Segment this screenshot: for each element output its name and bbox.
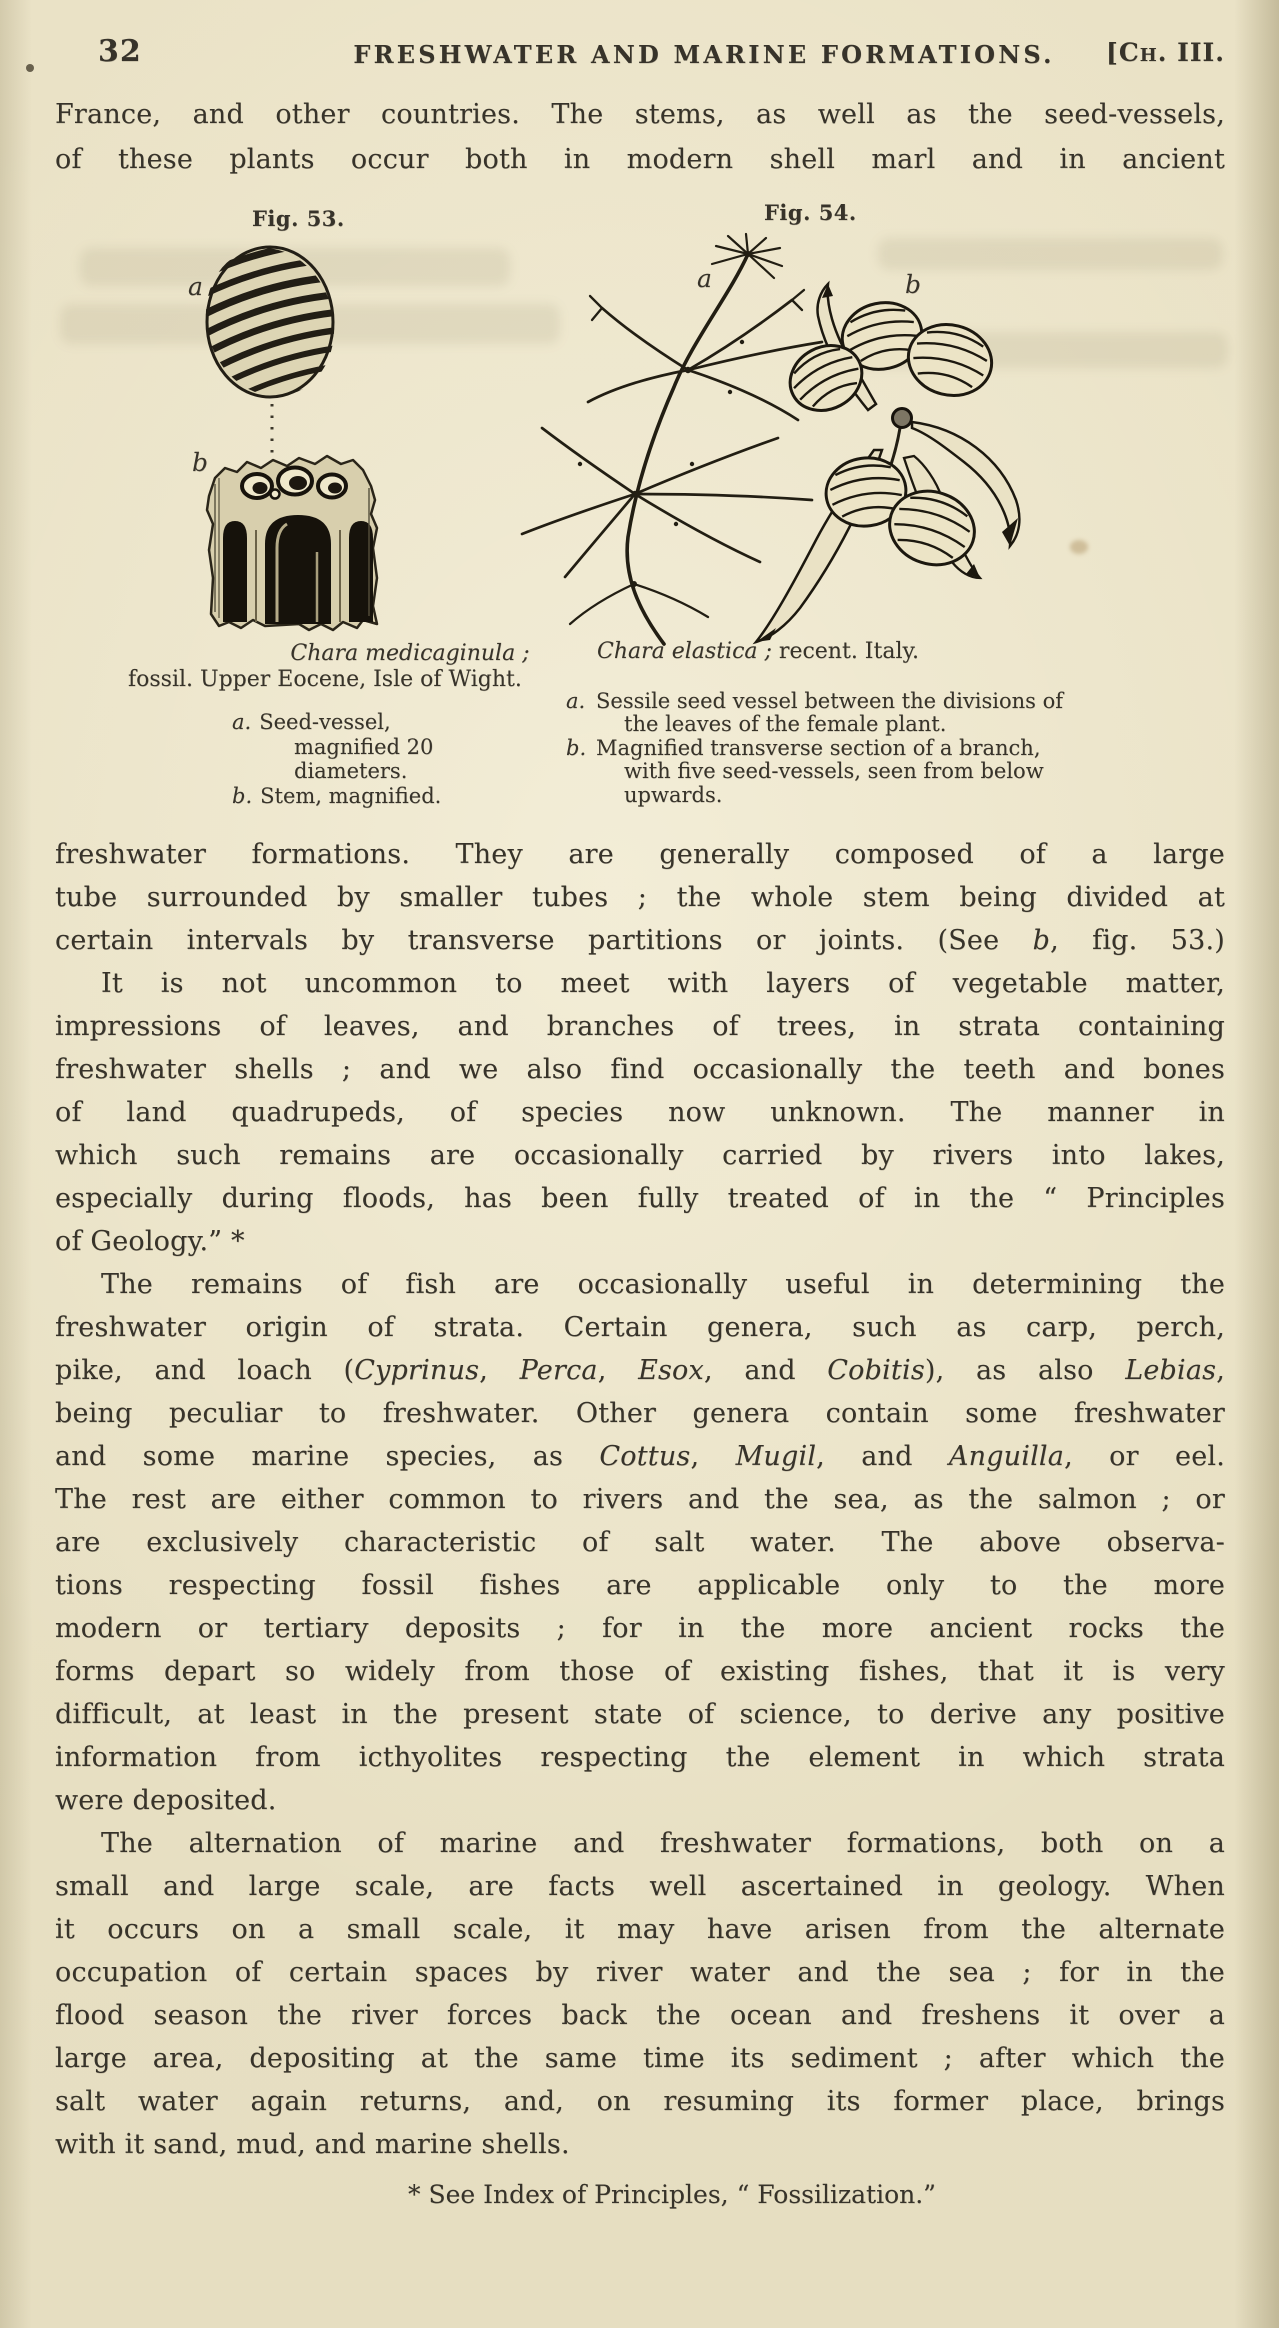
text-line: especially during floods, has been fully treated of in the “ Principles <box>55 1183 1225 1214</box>
text-line: It is not uncommon to meet with layers of vegetable matter, <box>101 968 1225 999</box>
caption-line: a. Seed-vessel, <box>232 710 391 734</box>
page-number: 32 <box>98 34 142 69</box>
fig54-illustration <box>430 232 1030 652</box>
caption-line: magnified 20 <box>294 734 434 759</box>
ink-speck <box>26 64 34 72</box>
caption-line: diameters. <box>294 759 408 783</box>
caption-line: with five seed-vessels, seen from below <box>624 759 1044 784</box>
fig53-caption-subtitle: fossil. Upper Eocene, Isle of Wight. <box>128 667 522 692</box>
text-line: of land quadrupeds, of species now unknown. The manner in <box>55 1097 1225 1128</box>
text-line: certain intervals by transverse partitions or joints. (See b, fig. 53.) <box>55 925 1225 956</box>
fig53-caption-items <box>232 710 441 808</box>
text-line: large area, depositing at the same time its sediment ; after which the <box>55 2043 1225 2074</box>
text-line: tions respecting fossil fishes are applicable only to the more <box>55 1570 1225 1601</box>
text-line: salt water again returns, and, on resuming its former place, brings <box>55 2086 1225 2117</box>
fig54-label: Fig. 54. <box>764 200 857 225</box>
text-line: modern or tertiary deposits ; for in the more ancient rocks the <box>55 1613 1225 1644</box>
caption-line: the leaves of the female plant. <box>624 712 947 737</box>
text-line: The rest are either common to rivers and the sea, as the salmon ; or <box>55 1484 1225 1515</box>
text-line: being peculiar to freshwater. Other genera contain some freshwater <box>55 1398 1225 1429</box>
fig53-illustration <box>165 238 435 638</box>
caption-line: b. Magnified transverse section of a branch, <box>566 735 1041 760</box>
footnote: * See Index of Principles, “ Fossilization.” <box>408 2180 936 2209</box>
text-line: forms depart so widely from those of existing fishes, that it is very <box>55 1656 1225 1687</box>
fig54-caption-items <box>566 690 1166 807</box>
text-line: The remains of fish are occasionally useful in determining the <box>101 1269 1225 1300</box>
fig54-marker-a: a <box>697 264 712 293</box>
text-line: freshwater formations. They are generally composed of a large <box>55 839 1225 870</box>
text-line: and some marine species, as Cottus, Mugil, and Anguilla, or eel. <box>55 1441 1225 1472</box>
text-line: pike, and loach (Cyprinus, Perca, Esox, and Cobitis), as also Lebias, <box>55 1355 1225 1386</box>
text-line: occupation of certain spaces by river water and the sea ; for in the <box>55 1957 1225 1988</box>
text-line: small and large scale, are facts well ascertained in geology. When <box>55 1871 1225 1902</box>
text-line: France, and other countries. The stems, as well as the seed-vessels, <box>55 99 1225 130</box>
plant-a-drawing <box>522 234 822 644</box>
fig53-marker-b: b <box>192 448 209 477</box>
fig54-caption-title: Chara elastica ; recent. Italy. <box>597 639 919 664</box>
text-line: which such remains are occasionally carried by rivers into lakes, <box>55 1140 1225 1171</box>
text-line: The alternation of marine and freshwater formations, both on a <box>101 1828 1225 1859</box>
foxing-spot <box>1070 540 1088 554</box>
text-line: impressions of leaves, and branches of trees, in strata containing <box>55 1011 1225 1042</box>
text-line: freshwater shells ; and we also find occasionally the teeth and bones <box>55 1054 1225 1085</box>
chapter-header: [Ch. III. <box>1106 38 1225 67</box>
text-line: of these plants occur both in modern shell marl and in ancient <box>55 144 1225 175</box>
text-line: freshwater origin of strata. Certain genera, such as carp, perch, <box>55 1312 1225 1343</box>
text-line: flood season the river forces back the ocean and freshens it over a <box>55 2000 1225 2031</box>
caption-line: b. Stem, magnified. <box>232 783 442 808</box>
text-line: difficult, at least in the present state of science, to derive any positive <box>55 1699 1225 1730</box>
text-line: were deposited. <box>55 1785 277 1816</box>
intro-text <box>55 92 1225 182</box>
seed-vessel-a-drawing <box>173 238 366 424</box>
body-text <box>55 833 1225 2166</box>
text-line: information from icthyolites respecting the element in which strata <box>55 1742 1225 1773</box>
fig54-marker-b: b <box>905 270 922 299</box>
text-line: it occurs on a small scale, it may have arisen from the alternate <box>55 1914 1225 1945</box>
text-line: tube surrounded by smaller tubes ; the whole stem being divided at <box>55 882 1225 913</box>
text-line: of Geology.” * <box>55 1226 245 1257</box>
stem-section-b-drawing <box>207 456 377 630</box>
cluster-b-drawing <box>756 284 1019 642</box>
text-line: with it sand, mud, and marine shells. <box>55 2129 570 2160</box>
fig53-caption-title: Chara medicaginula ; <box>290 641 530 666</box>
caption-line: upwards. <box>624 782 723 807</box>
caption-line: a. Sessile seed vessel between the divisions of <box>566 689 1063 713</box>
fig53-marker-a: a <box>188 272 203 301</box>
running-title: FRESHWATER AND MARINE FORMATIONS. <box>353 40 1055 69</box>
text-line: are exclusively characteristic of salt water. The above observa- <box>55 1527 1225 1558</box>
fig53-label: Fig. 53. <box>252 206 345 231</box>
